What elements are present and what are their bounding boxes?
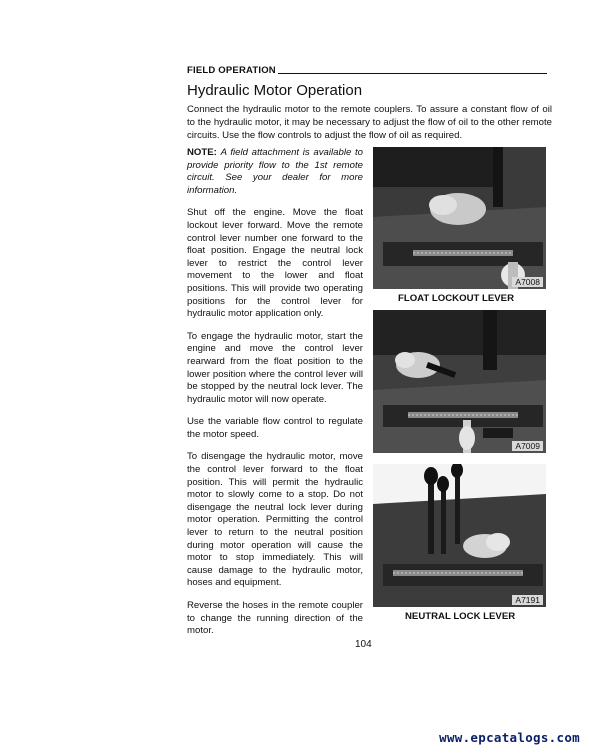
photo-1-illustration xyxy=(373,147,546,289)
page-number: 104 xyxy=(355,639,372,650)
footer-url-link[interactable]: www.epcatalogs.com xyxy=(439,730,580,745)
intro-paragraph: Connect the hydraulic motor to the remote couplers. To assure a constant flow of oil to the hydraulic motor, it may be necessary to adjust the flow of oil to the other remote circuits. Use the flow controls to adjust the flow of oil as required. xyxy=(187,104,552,141)
photo-control-lever xyxy=(373,310,546,453)
note-text: A field attachment is available to provide priority flow to the 1st remote circuit. See your dealer for more information. xyxy=(187,147,364,196)
photo-float-lockout-lever xyxy=(373,147,546,289)
paragraph-engage: To engage the hydraulic motor, start the engine and move the control lever rearward from the float position to the lower position where the control lever will be stopped by the neutral lock lever. The hydraulic motor will now operate. xyxy=(187,330,363,405)
photo-code: A7191 xyxy=(512,595,543,605)
figure-caption-1: FLOAT LOCKOUT LEVER xyxy=(398,293,515,304)
section-label: FIELD OPERATION xyxy=(187,65,276,76)
paragraph-shutoff: Shut off the engine. Move the float lockout lever forward. Move the remote control lever number one forward to the float position. Engage the neutral lock lever to restrict the control lever movement to the lower and float positions. This will provide two operating positions for the control lever for hydraulic motor application only. xyxy=(187,207,363,320)
instructions-column xyxy=(187,147,363,648)
photo-code: A7008 xyxy=(512,277,543,287)
paragraph-reverse: Reverse the hoses in the remote coupler to change the running direction of the motor. xyxy=(187,600,363,637)
paragraph-disengage: To disengage the hydraulic motor, move the control lever forward to the float position. This will permit the hydraulic motor to slowly come to a stop. Do not disengage the neutral lock lever during motor operation. Permitting the control lever to return to the neutral position during motor operation will cause the motor to stop immediately. This will cause damage to the hydraulic motor, hoses and equipment. xyxy=(187,451,363,589)
section-header xyxy=(187,62,547,76)
photo-code: A7009 xyxy=(512,441,543,451)
photo-3-illustration xyxy=(373,464,546,607)
header-rule xyxy=(278,73,547,74)
page-title: Hydraulic Motor Operation xyxy=(187,82,363,99)
photo-2-illustration xyxy=(373,310,546,453)
note-paragraph xyxy=(187,147,363,197)
note-label: NOTE: xyxy=(187,147,217,158)
paragraph-flow: Use the variable flow control to regulate the motor speed. xyxy=(187,416,363,440)
photo-neutral-lock-lever xyxy=(373,464,546,607)
figure-caption-3: NEUTRAL LOCK LEVER xyxy=(405,611,516,622)
